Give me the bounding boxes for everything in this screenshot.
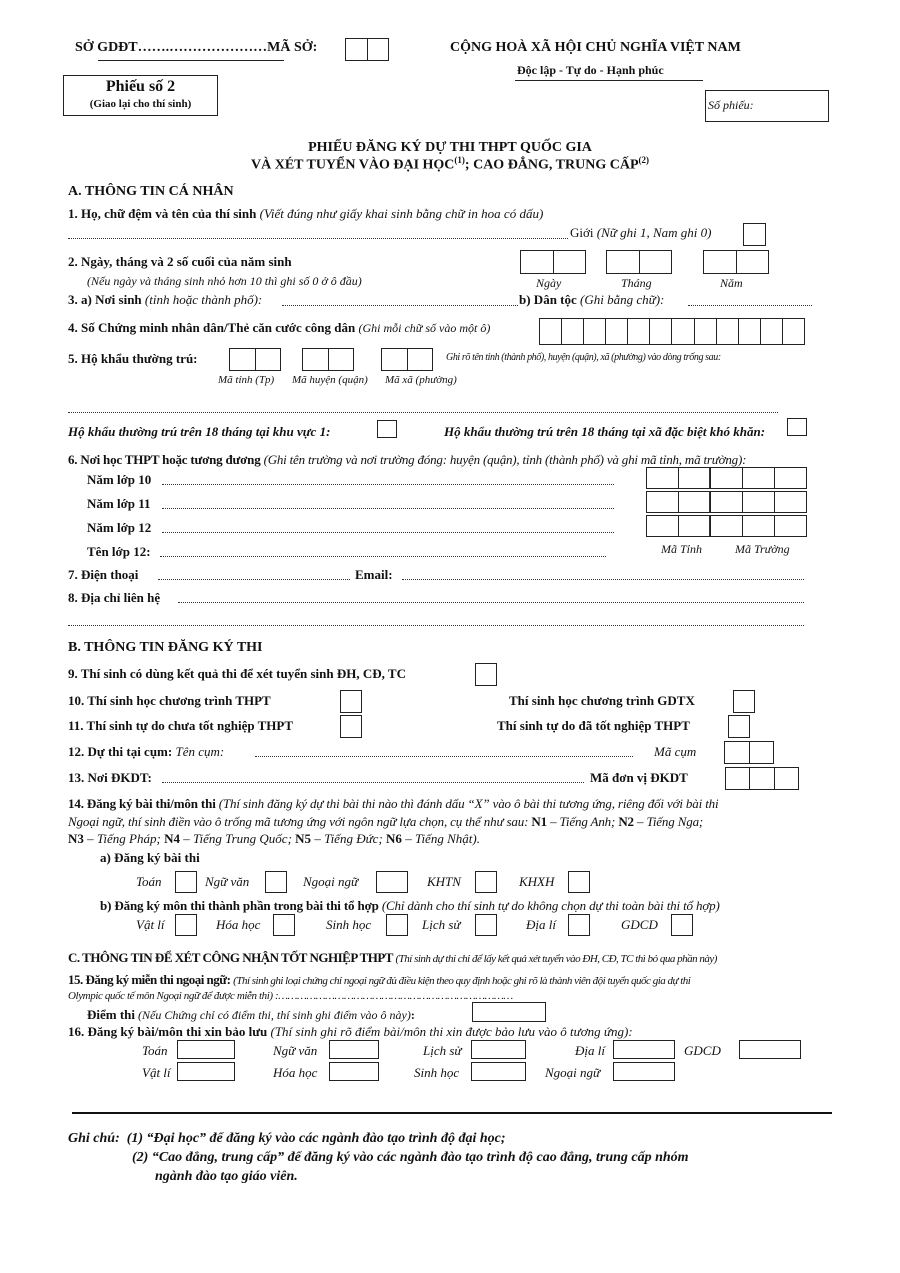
ten-cum-field[interactable] bbox=[255, 756, 633, 757]
motto-underline bbox=[515, 80, 703, 81]
ma-huyen-label: Mã huyện (quận) bbox=[292, 374, 368, 386]
q14-hint-line3: N3 – Tiếng Pháp; N4 – Tiếng Trung Quốc; N5 – Tiếng Đức; N6 – Tiếng Nhật). bbox=[68, 831, 480, 846]
b-sinhhoc-checkbox[interactable] bbox=[386, 914, 408, 936]
address-field-2[interactable] bbox=[68, 625, 804, 626]
q2-label: 2. Ngày, tháng và 2 số cuối của năm sinh bbox=[68, 254, 292, 269]
q3a-label: 3. a) Nơi sinh (tỉnh hoặc thành phố): bbox=[68, 292, 263, 307]
so-gddt-underline bbox=[98, 60, 284, 61]
b-vatli-label: Vật lí bbox=[136, 917, 165, 932]
noi-dkdt-field[interactable] bbox=[162, 782, 584, 783]
lop10-label: Năm lớp 10 bbox=[87, 472, 152, 487]
q11b-label: Thí sinh tự do đã tốt nghiệp THPT bbox=[497, 718, 690, 733]
q3b-label: b) Dân tộc (Ghi bằng chữ): bbox=[519, 292, 665, 307]
a-khtn-checkbox[interactable] bbox=[475, 871, 497, 893]
ma-truong-col-label: Mã Trường bbox=[735, 542, 790, 556]
gioi-label: Giới (Nữ ghi 1, Nam ghi 0) bbox=[570, 225, 712, 240]
email-field[interactable] bbox=[402, 579, 804, 580]
b-hoahoc-label: Hóa học bbox=[216, 917, 261, 932]
ma-xa-label: Mã xã (phường) bbox=[385, 374, 457, 386]
thang-boxes[interactable] bbox=[606, 250, 672, 274]
phone-field[interactable] bbox=[158, 579, 350, 580]
ma-tinh-boxes[interactable] bbox=[229, 348, 281, 371]
a-khxh-checkbox[interactable] bbox=[568, 871, 590, 893]
diem-thi-box[interactable] bbox=[472, 1002, 546, 1022]
thang-label: Tháng bbox=[621, 276, 652, 290]
bl-hoahoc-label: Hóa học bbox=[273, 1065, 318, 1080]
b-gdcd-checkbox[interactable] bbox=[671, 914, 693, 936]
q14-label: 14. Đăng ký bài thi/môn thi (Thí sinh đăng ký dự thi bài thi nào thì đánh dấu “X” vào ô bài thi tương ứng, riêng đối với bài thi bbox=[68, 796, 719, 811]
bl-diali-label: Địa lí bbox=[575, 1043, 605, 1058]
form-title-line2: VÀ XÉT TUYỂN VÀO ĐẠI HỌC$^{(1)}$; CAO ĐẲNG, TRUNG CẤP$^{(2)}$ bbox=[250, 155, 649, 173]
lop12-field[interactable] bbox=[162, 532, 614, 533]
ma-tinh-col-label: Mã Tỉnh bbox=[661, 542, 703, 556]
q13-label: 13. Nơi ĐKDT: bbox=[68, 770, 152, 785]
section-a-heading: A. THÔNG TIN CÁ NHÂN bbox=[68, 184, 234, 199]
diem-thi-label: Điểm thi (Nếu Chứng chỉ có điểm thi, thí sinh ghi điểm vào ô này): bbox=[87, 1007, 415, 1022]
phieu-so-title: Phiếu số 2 bbox=[105, 78, 176, 95]
q9-label: 9. Thí sinh có dùng kết quả thi để xét tuyển sinh ĐH, CĐ, TC bbox=[68, 666, 406, 681]
q7-label: 7. Điện thoại bbox=[68, 567, 139, 582]
bl-sinhhoc-box[interactable] bbox=[471, 1062, 526, 1081]
b-hoahoc-checkbox[interactable] bbox=[273, 914, 295, 936]
q11b-checkbox[interactable] bbox=[728, 715, 750, 738]
q9-checkbox[interactable] bbox=[475, 663, 497, 686]
noi-sinh-field[interactable] bbox=[282, 305, 518, 306]
ma-cum-label: Mã cụm bbox=[654, 744, 697, 759]
bl-gdcd-box[interactable] bbox=[739, 1040, 801, 1059]
phieu-so-subtitle: (Giao lại cho thí sinh) bbox=[89, 98, 192, 110]
name-field[interactable] bbox=[68, 238, 568, 239]
a-nguvan-checkbox[interactable] bbox=[265, 871, 287, 893]
q10b-checkbox[interactable] bbox=[733, 690, 755, 713]
ma-so-boxes[interactable] bbox=[345, 38, 389, 61]
b-gdcd-label: GDCD bbox=[621, 917, 658, 932]
ngay-boxes[interactable] bbox=[520, 250, 586, 274]
ho-khau-address-field[interactable] bbox=[68, 412, 778, 413]
bl-diali-box[interactable] bbox=[613, 1040, 675, 1059]
note-2-cont: ngành đào tạo giáo viên. bbox=[155, 1169, 298, 1184]
q5-label: 5. Hộ khẩu thường trú: bbox=[68, 351, 198, 366]
q14b-label: b) Đăng ký môn thi thành phần trong bài thi tổ hợp (Chỉ dành cho thí sinh tự do không chọn dự thi toàn bài thi tổ hợp) bbox=[100, 898, 720, 913]
q12-label: 12. Dự thi tại cụm: Tên cụm: bbox=[68, 744, 225, 759]
ma-cum-boxes[interactable] bbox=[724, 741, 774, 764]
note-2: (2) “Cao đẳng, trung cấp” để đăng ký vào các ngành đào tạo trình độ cao đẳng, trung cấp nhóm bbox=[132, 1150, 689, 1165]
address-field-1[interactable] bbox=[178, 602, 804, 603]
q5-hint: Ghi rõ tên tỉnh (thành phố), huyện (quận), xã (phường) vào dòng trống sau: bbox=[446, 352, 721, 363]
q10-label: 10. Thí sinh học chương trình THPT bbox=[68, 693, 271, 708]
a-toan-label: Toán bbox=[136, 874, 162, 889]
bl-sinhhoc-label: Sinh học bbox=[414, 1065, 460, 1080]
bl-lichsu-label: Lịch sử bbox=[423, 1043, 462, 1058]
b-diali-label: Địa lí bbox=[526, 917, 556, 932]
bl-vatli-box[interactable] bbox=[177, 1062, 235, 1081]
form-title-line1: PHIẾU ĐĂNG KÝ DỰ THI THPT QUỐC GIA bbox=[308, 140, 592, 155]
bl-toan-label: Toán bbox=[142, 1043, 168, 1058]
ma-dv-boxes[interactable] bbox=[725, 767, 799, 790]
q15-hint-line2: Olympic quốc tế môn Ngoại ngữ để được miễn thi) :………………………………………………………………… bbox=[68, 990, 513, 1002]
b-vatli-checkbox[interactable] bbox=[175, 914, 197, 936]
lop11-label: Năm lớp 11 bbox=[87, 496, 151, 511]
q10-checkbox[interactable] bbox=[340, 690, 362, 713]
lop11-field[interactable] bbox=[162, 508, 614, 509]
ma-xa-boxes[interactable] bbox=[381, 348, 433, 371]
section-c-heading: C. THÔNG TIN ĐỂ XÉT CÔNG NHẬN TỐT NGHIỆP THPT (Thí sinh dự thi chỉ để lấy kết quả xét tuyển vào ĐH, CĐ, TC thì bỏ qua phần này) bbox=[68, 950, 717, 965]
a-ngoaingu-label: Ngoại ngữ bbox=[303, 874, 359, 889]
q11-label: 11. Thí sinh tự do chưa tốt nghiệp THPT bbox=[68, 718, 293, 733]
nam-boxes[interactable] bbox=[703, 250, 769, 274]
q2-hint: (Nếu ngày và tháng sinh nhỏ hơn 10 thì ghi số 0 ở ô đầu) bbox=[87, 274, 362, 288]
bl-nguvan-label: Ngữ văn bbox=[273, 1043, 318, 1058]
bl-nguvan-box[interactable] bbox=[329, 1040, 379, 1059]
a-khxh-label: KHXH bbox=[519, 874, 555, 889]
so-phieu-label: Số phiếu: bbox=[708, 98, 754, 112]
bl-gdcd-label: GDCD bbox=[684, 1043, 721, 1058]
q10b-label: Thí sinh học chương trình GDTX bbox=[509, 693, 695, 708]
xa-dbkk-checkbox[interactable] bbox=[787, 418, 807, 436]
so-gddt-label: SỞ GDĐT…….…………………MÃ SỞ: bbox=[75, 40, 318, 55]
lop12-label: Năm lớp 12 bbox=[87, 520, 152, 535]
motto: Độc lập - Tự do - Hạnh phúc bbox=[517, 63, 664, 77]
section-b-heading: B. THÔNG TIN ĐĂNG KÝ THI bbox=[68, 640, 263, 655]
footer-divider bbox=[72, 1112, 832, 1114]
xa-dbkk-label: Hộ khẩu thường trú trên 18 tháng tại xã đặc biệt khó khăn: bbox=[444, 424, 766, 439]
bl-vatli-label: Vật lí bbox=[142, 1065, 171, 1080]
bl-toan-box[interactable] bbox=[177, 1040, 235, 1059]
ma-huyen-boxes[interactable] bbox=[302, 348, 354, 371]
q16-label: 16. Đăng ký bài/môn thi xin bảo lưu (Thí sinh ghi rõ điểm bài/môn thi xin được bảo lưu vào ô tương ứng): bbox=[68, 1024, 633, 1039]
kv1-label: Hộ khẩu thường trú trên 18 tháng tại khu vực 1: bbox=[68, 424, 331, 439]
email-label: Email: bbox=[355, 567, 393, 582]
q14a-label: a) Đăng ký bài thi bbox=[100, 850, 200, 865]
ten-lop12-label: Tên lớp 12: bbox=[87, 544, 151, 559]
ma-dv-label: Mã đơn vị ĐKDT bbox=[590, 770, 688, 785]
q6-label: 6. Nơi học THPT hoặc tương đương (Ghi tên trường và nơi trường đóng: huyện (quận), tỉnh (thành phố) và ghi mã tỉnh, mã trường): bbox=[68, 452, 747, 467]
bl-ngoaingu-box[interactable] bbox=[613, 1062, 675, 1081]
a-khtn-label: KHTN bbox=[427, 874, 461, 889]
a-toan-checkbox[interactable] bbox=[175, 871, 197, 893]
q14-hint-line2: Ngoại ngữ, thí sinh điền vào ô trống mã tương ứng với ngôn ngữ lựa chọn, cụ thể như sau: N1 – Tiếng Anh; N2 – Tiếng Nga; bbox=[68, 814, 704, 829]
gioi-box[interactable] bbox=[743, 223, 766, 246]
q1-label: 1. Họ, chữ đệm và tên của thí sinh (Viết đúng như giấy khai sinh bằng chữ in hoa có dấu) bbox=[68, 206, 544, 221]
lop10-field[interactable] bbox=[162, 484, 614, 485]
nam-label: Năm bbox=[720, 276, 743, 290]
q4-label: 4. Số Chứng minh nhân dân/Thẻ căn cước công dân (Ghi mỗi chữ số vào một ô) bbox=[68, 320, 491, 335]
ngay-label: Ngày bbox=[536, 276, 562, 290]
b-lichsu-checkbox[interactable] bbox=[475, 914, 497, 936]
bl-ngoaingu-label: Ngoại ngữ bbox=[545, 1065, 601, 1080]
school-code-grid[interactable] bbox=[646, 467, 806, 539]
ten-lop12-field[interactable] bbox=[160, 556, 606, 557]
bl-hoahoc-box[interactable] bbox=[329, 1062, 379, 1081]
kv1-checkbox[interactable] bbox=[377, 420, 397, 438]
bl-lichsu-box[interactable] bbox=[471, 1040, 526, 1059]
cmnd-boxes[interactable] bbox=[539, 318, 805, 345]
dan-toc-field[interactable] bbox=[688, 305, 812, 306]
q11-checkbox[interactable] bbox=[340, 715, 362, 738]
a-nguvan-label: Ngữ văn bbox=[205, 874, 250, 889]
b-lichsu-label: Lịch sử bbox=[422, 917, 461, 932]
a-ngoaingu-box[interactable] bbox=[376, 871, 408, 893]
ma-tinh-label: Mã tỉnh (Tp) bbox=[218, 374, 275, 386]
country-name: CỘNG HOÀ XÃ HỘI CHỦ NGHĨA VIỆT NAM bbox=[450, 40, 741, 55]
q15-label: 15. Đăng ký miễn thi ngoại ngữ: (Thí sinh ghi loại chứng chỉ ngoại ngữ đủ điều kiện theo quy định hoặc ghi rõ là thành viên đội tuyển quốc gia dự thi bbox=[68, 972, 691, 987]
b-diali-checkbox[interactable] bbox=[568, 914, 590, 936]
q8-label: 8. Địa chỉ liên hệ bbox=[68, 590, 161, 605]
b-sinhhoc-label: Sinh học bbox=[326, 917, 372, 932]
note-label: Ghi chú: (1) “Đại học” để đăng ký vào các ngành đào tạo trình độ đại học; bbox=[68, 1131, 506, 1146]
